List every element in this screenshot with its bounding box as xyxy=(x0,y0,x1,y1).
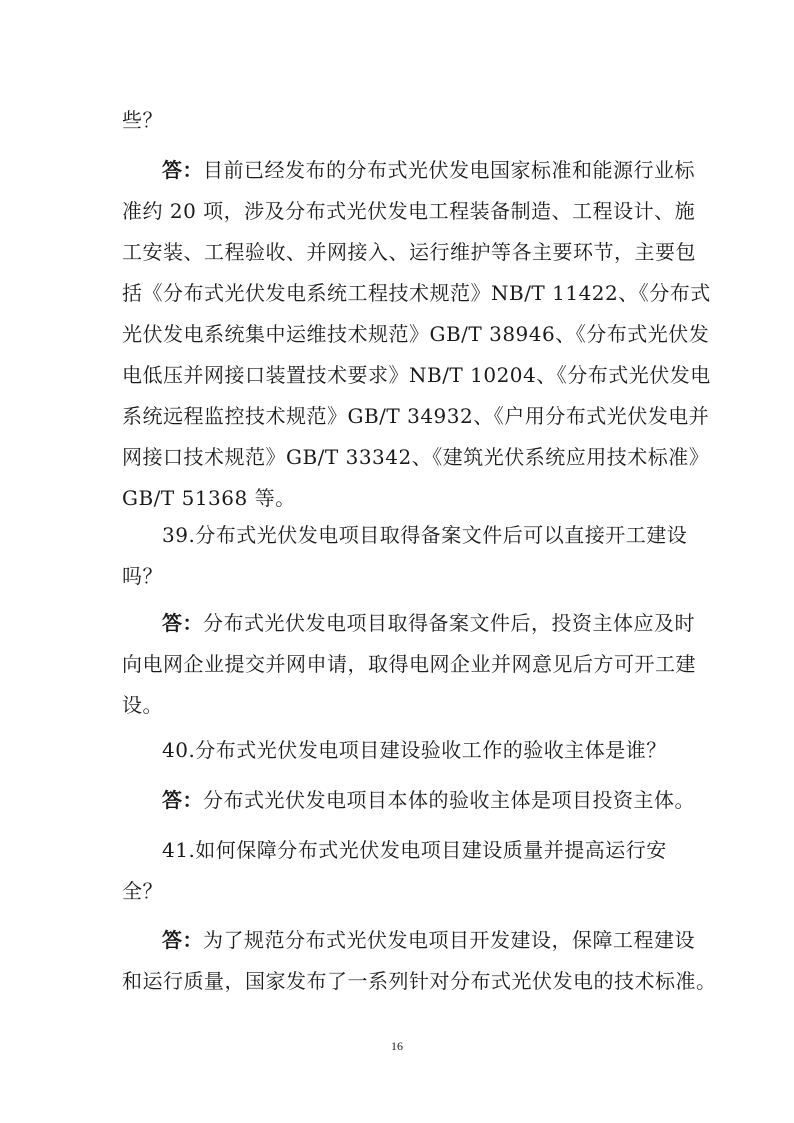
answer-paragraph-line: 和运行质量，国家发布了一系列针对分布式光伏发电的技术标准。 xyxy=(122,969,717,993)
answer-paragraph-line: GB/T 51368 等。 xyxy=(122,486,296,510)
answer-paragraph-line: 网接口技术规范》GB/T 33342、《建筑光伏系统应用技术标准》 xyxy=(122,445,710,469)
answer-paragraph-line xyxy=(162,608,695,638)
answer-paragraph-line: 向电网企业提交并网申请，取得电网企业并网意见后方可开工建 xyxy=(122,652,696,676)
answer-paragraph-line: 设。 xyxy=(122,693,163,717)
answer-paragraph-line: 准约 20 项，涉及分布式光伏发电工程装备制造、工程设计、施 xyxy=(122,199,696,223)
answer-label: 答： xyxy=(162,611,203,635)
answer-text: 分布式光伏发电项目本体的验收主体是项目投资主体。 xyxy=(203,788,695,812)
answer-text: 目前已经发布的分布式光伏发电国家标准和能源行业标 xyxy=(203,158,695,182)
question-heading-line: 41.如何保障分布式光伏发电项目建设质量并提高运行安 xyxy=(162,838,667,862)
answer-paragraph-line xyxy=(162,155,695,185)
answer-label: 答： xyxy=(162,158,203,182)
answer-paragraph-line: 光伏发电系统集中运维技术规范》GB/T 38946、《分布式光伏发 xyxy=(122,322,710,346)
answer-paragraph-line xyxy=(162,925,695,955)
answer-text: 为了规范分布式光伏发电项目开发建设，保障工程建设 xyxy=(203,928,695,952)
answer-label: 答： xyxy=(162,928,203,952)
answer-paragraph-line: 工安装、工程验收、并网接入、运行维护等各主要环节，主要包 xyxy=(122,240,696,264)
question-heading-line: 吗？ xyxy=(122,564,163,588)
question-heading-line: 全？ xyxy=(122,879,163,903)
page-number: 16 xyxy=(391,1039,403,1053)
answer-label: 答： xyxy=(162,788,203,812)
answer-paragraph-line: 括《分布式光伏发电系统工程技术规范》NB/T 11422、《分布式 xyxy=(122,281,711,305)
answer-paragraph-line: 系统远程监控技术规范》GB/T 34932、《户用分布式光伏发电并 xyxy=(122,404,710,428)
answer-text: 分布式光伏发电项目取得备案文件后，投资主体应及时 xyxy=(203,611,695,635)
question-heading-line: 40.分布式光伏发电项目建设验收工作的验收主体是谁？ xyxy=(162,738,667,762)
answer-paragraph-line: 电低压并网接口装置技术要求》NB/T 10204、《分布式光伏发电 xyxy=(122,363,711,387)
answer-paragraph-line xyxy=(162,785,695,815)
question-heading-line: 39.分布式光伏发电项目取得备案文件后可以直接开工建设 xyxy=(162,523,688,547)
paragraph-continuation-line: 些？ xyxy=(122,108,163,132)
